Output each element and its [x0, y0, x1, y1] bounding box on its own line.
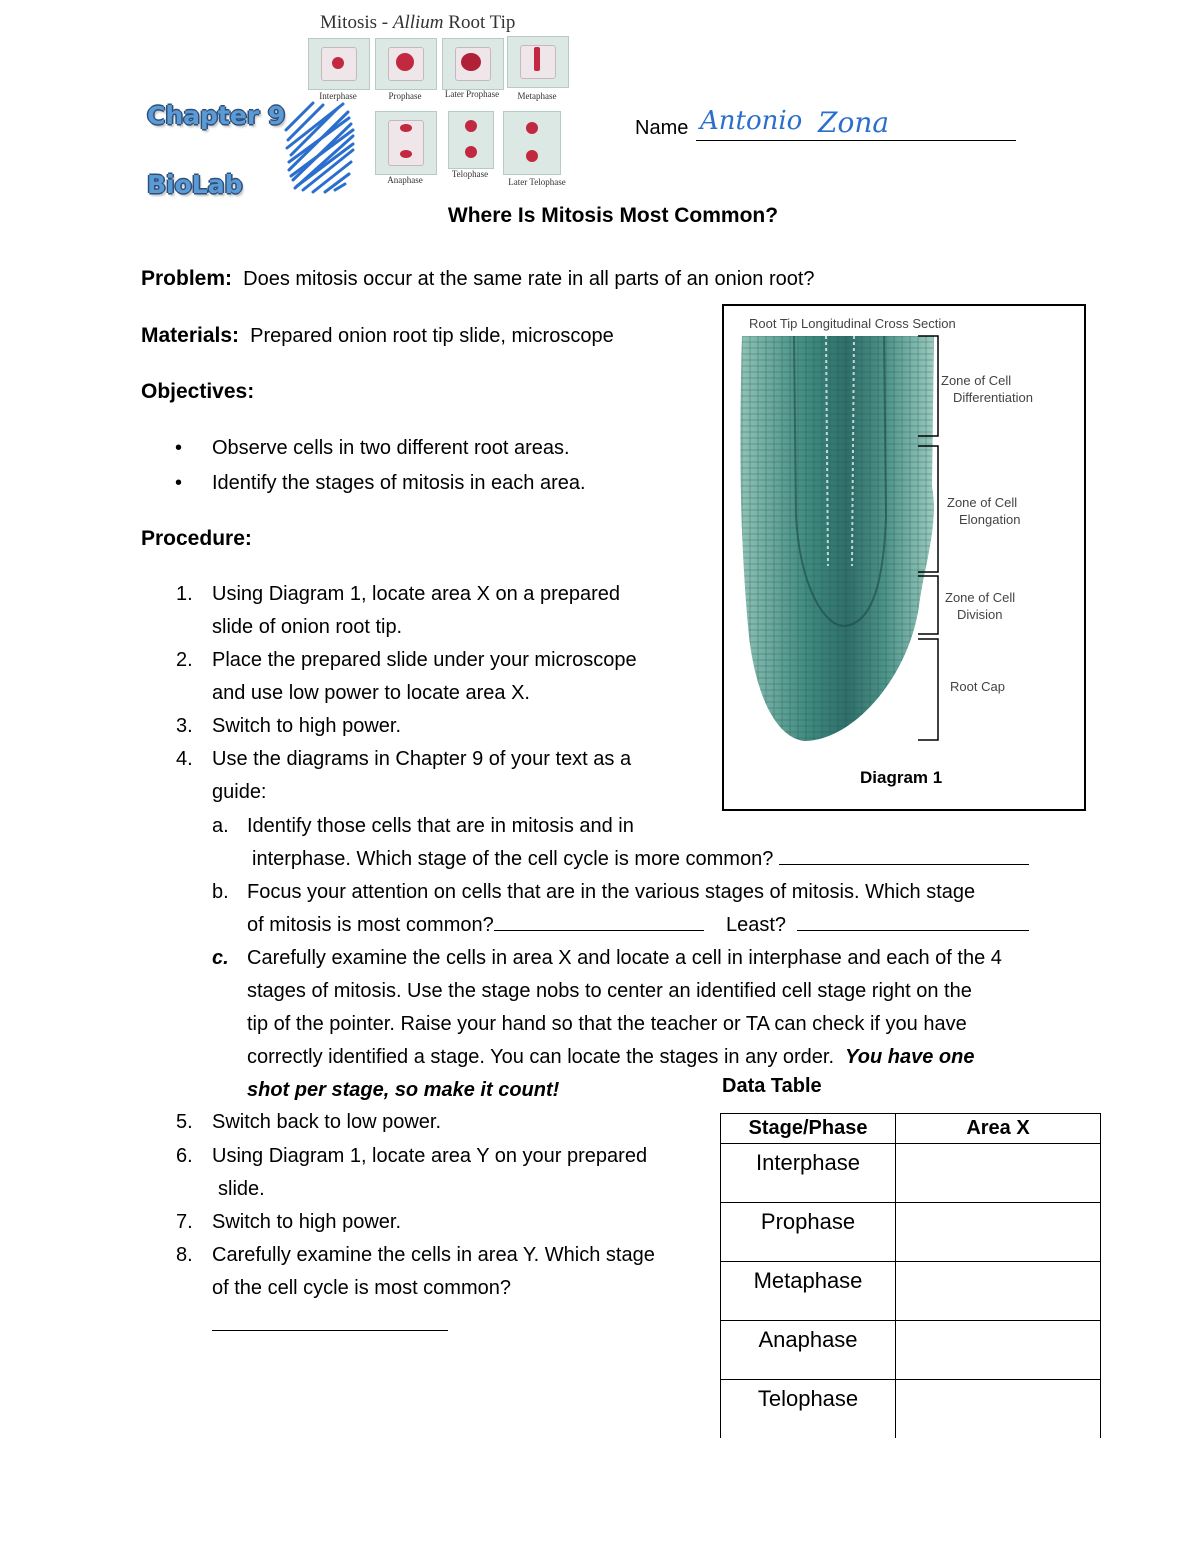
step-number-7: 7.: [176, 1211, 193, 1233]
step-2-line-1: Place the prepared slide under your microscope: [212, 649, 637, 671]
step-number-4: 4.: [176, 748, 193, 770]
procedure-label: Procedure:: [141, 527, 252, 550]
mitosis-stages-figure: [305, 8, 575, 193]
later-prophase-thumbnail: [442, 38, 504, 90]
stage-cell: Interphase: [721, 1144, 896, 1203]
table-row: [721, 1380, 1101, 1439]
diagram-1-box: [722, 304, 1086, 811]
step-8-line-1: Carefully examine the cells in area Y. Which stage: [212, 1244, 655, 1266]
chapter-heading: Chapter 9: [147, 101, 286, 130]
area-x-cell[interactable]: [896, 1203, 1101, 1262]
name-line[interactable]: [696, 140, 1016, 141]
later-telophase-thumbnail: [503, 111, 561, 175]
metaphase-thumb-label: Metaphase: [517, 91, 557, 101]
objectives-label: Objectives:: [141, 380, 255, 403]
zone-differentiation-label: Zone of Cell Differentiation: [941, 373, 1033, 405]
mitosis-figure-title: Mitosis - Allium Root Tip: [320, 12, 516, 33]
warning-italic-1: You have one: [845, 1046, 975, 1068]
substep-c-line-1: Carefully examine the cells in area X and locate a cell in interphase and each of the 4: [247, 947, 1002, 969]
substep-c-line-2: stages of mitosis. Use the stage nobs to center an identified cell stage right on the: [247, 980, 972, 1002]
step-6-line-2: slide.: [218, 1178, 265, 1200]
problem-text: Does mitosis occur at the same rate in all parts of an onion root?: [243, 268, 815, 290]
substep-letter-a: a.: [212, 815, 229, 837]
root-cap-label: Root Cap: [950, 679, 1005, 694]
zone-elongation-label: Zone of Cell Elongation: [947, 495, 1021, 527]
step-number-3: 3.: [176, 715, 193, 737]
materials-label: Materials:: [141, 324, 240, 347]
step-8-line-2: of the cell cycle is most common?: [212, 1277, 511, 1299]
substep-b-line-2: of mitosis is most common? Least?: [247, 909, 1029, 942]
data-table-label: Data Table: [722, 1075, 822, 1097]
substep-a-line-2: interphase. Which stage of the cell cycle is more common?: [252, 843, 1029, 876]
stage-cell: Anaphase: [721, 1321, 896, 1380]
column-header-area-x: Area X: [896, 1114, 1101, 1144]
problem-line: [141, 262, 815, 296]
answer-blank-least[interactable]: [797, 929, 1029, 931]
telophase-thumbnail: [448, 111, 494, 169]
prophase-thumb-label: Prophase: [388, 91, 422, 101]
step-5: Switch back to low power.: [212, 1111, 441, 1133]
substep-b-line-1: Focus your attention on cells that are in the various stages of mitosis. Which stage: [247, 881, 976, 903]
biolab-heading: BioLab: [147, 170, 243, 199]
stage-cell: Prophase: [721, 1203, 896, 1262]
answer-blank-more-common[interactable]: [779, 863, 1029, 865]
answer-blank-area-y[interactable]: [212, 1330, 448, 1331]
substep-a-line-1: Identify those cells that are in mitosis and in: [247, 815, 634, 837]
table-row: [721, 1262, 1101, 1321]
table-row: [721, 1321, 1101, 1380]
interphase-thumb-label: Interphase: [319, 91, 357, 101]
column-header-stage: Stage/Phase: [721, 1114, 896, 1144]
table-row: [721, 1203, 1101, 1262]
page-title: Where Is Mitosis Most Common?: [447, 204, 779, 227]
telophase-thumb-label: Telophase: [451, 169, 489, 179]
data-table: [720, 1113, 1101, 1438]
step-number-5: 5.: [176, 1111, 193, 1133]
step-1-line-1: Using Diagram 1, locate area X on a prepared: [212, 583, 621, 605]
step-1-line-2: slide of onion root tip.: [212, 616, 403, 638]
step-number-8: 8.: [176, 1244, 193, 1266]
area-x-cell[interactable]: [896, 1380, 1101, 1439]
root-tip-illustration: [734, 336, 944, 751]
substep-letter-c: c.: [212, 947, 229, 969]
step-2-line-2: and use low power to locate area X.: [212, 682, 530, 704]
step-7: Switch to high power.: [212, 1211, 401, 1233]
diagram-heading: Root Tip Longitudinal Cross Section: [749, 316, 956, 331]
objective-item-1: Observe cells in two different root areas.: [212, 437, 570, 459]
step-6-line-1: Using Diagram 1, locate area Y on your prepared: [212, 1145, 648, 1167]
materials-text: Prepared onion root tip slide, microscope: [250, 325, 614, 347]
handwritten-first-name: Antonio: [700, 106, 803, 136]
table-header-row: [721, 1114, 1101, 1144]
handwritten-last-name: Zona: [818, 106, 890, 139]
step-3: Switch to high power.: [212, 715, 401, 737]
table-row: [721, 1144, 1101, 1203]
zone-brackets: [914, 334, 944, 754]
later-telophase-thumb-label: Later Telophase: [508, 177, 566, 187]
interphase-thumbnail: [308, 38, 370, 90]
materials-line: [141, 319, 614, 353]
objective-bullet-2: •: [175, 472, 183, 494]
least-label: Least?: [725, 914, 787, 936]
area-x-cell[interactable]: [896, 1144, 1101, 1203]
anaphase-thumbnail: [375, 111, 437, 175]
objective-bullet-1: •: [175, 437, 183, 459]
stage-cell: Metaphase: [721, 1262, 896, 1321]
diagram-caption: Diagram 1: [860, 768, 943, 787]
substep-c-line-3: tip of the pointer. Raise your hand so that the teacher or TA can check if you have: [247, 1013, 967, 1035]
objective-item-2: Identify the stages of mitosis in each area.: [212, 472, 586, 494]
stage-cell: Telophase: [721, 1380, 896, 1439]
step-number-1: 1.: [176, 583, 193, 605]
substep-c-line-5: shot per stage, so make it count!: [247, 1079, 560, 1101]
anaphase-thumb-label: Anaphase: [387, 175, 423, 185]
later-prophase-thumb-label: Later Prophase: [444, 89, 500, 99]
area-x-cell[interactable]: [896, 1321, 1101, 1380]
metaphase-thumbnail: [507, 36, 569, 88]
substep-letter-b: b.: [212, 881, 229, 903]
step-4-line-2: guide:: [212, 781, 267, 803]
step-number-2: 2.: [176, 649, 193, 671]
problem-label: Problem:: [141, 267, 233, 290]
answer-blank-most-common[interactable]: [494, 929, 704, 931]
substep-c-line-4: correctly identified a stage. You can locate the stages in any order. You have one: [247, 1046, 975, 1068]
area-x-cell[interactable]: [896, 1262, 1101, 1321]
step-number-6: 6.: [176, 1145, 193, 1167]
name-label: Name: [635, 117, 689, 139]
step-4-line-1: Use the diagrams in Chapter 9 of your text as a: [212, 748, 632, 770]
zone-division-label: Zone of Cell Division: [945, 590, 1016, 622]
prophase-thumbnail: [375, 38, 437, 90]
